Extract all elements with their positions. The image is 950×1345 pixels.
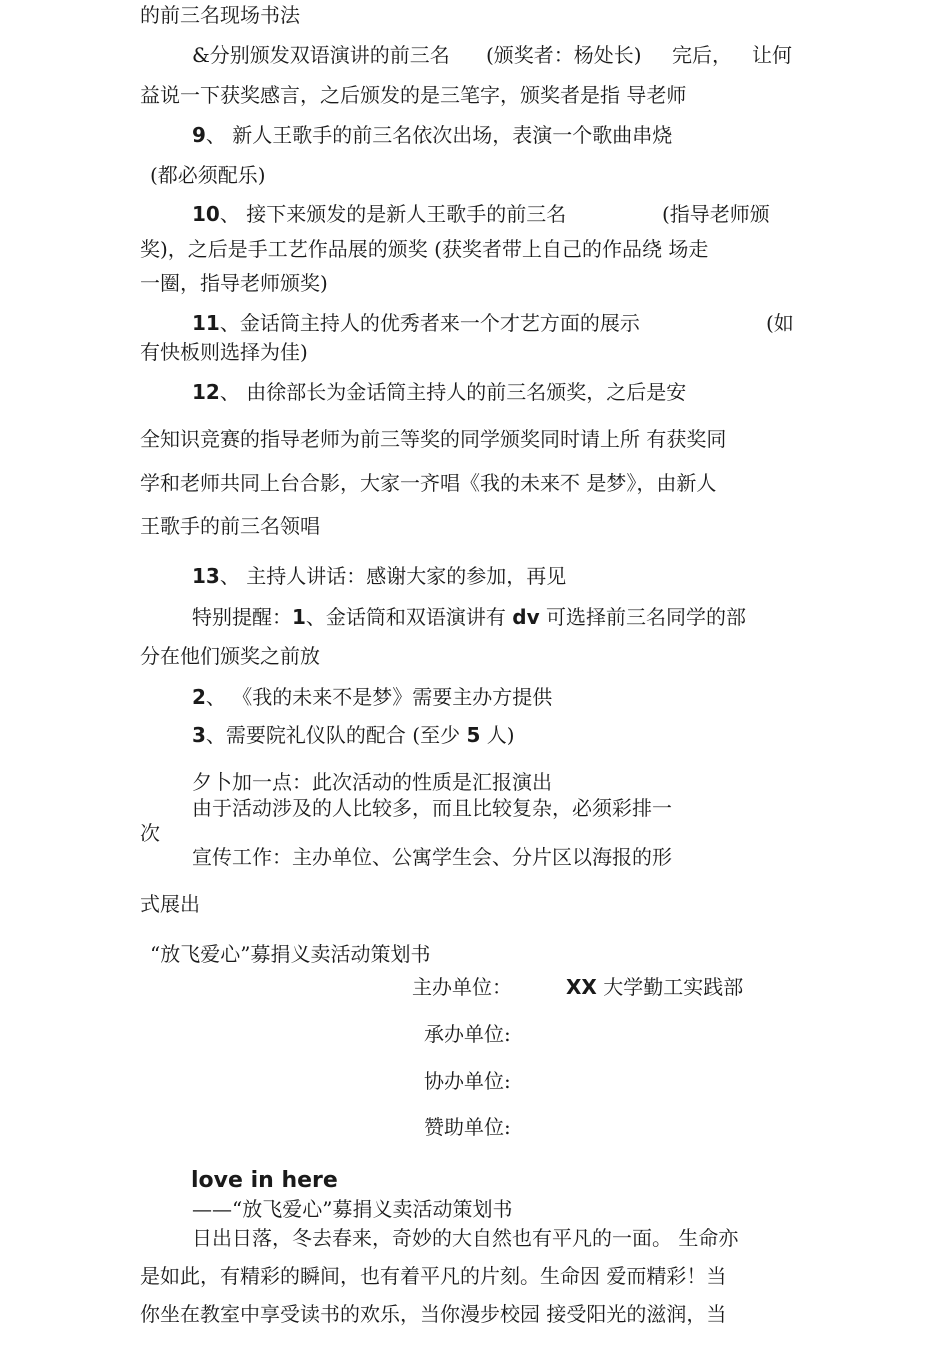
item-text: 、 主持人讲话：感谢大家的参加，再见 (219, 564, 567, 588)
organizer-label: 主办单位： (412, 975, 512, 999)
co-organizer-label: 承办单位: (424, 1022, 511, 1046)
text-line: 有快板则选择为佳) (140, 340, 308, 364)
item-number: 10 (192, 202, 220, 226)
text-line: 学和老师共同上台合影，大家一齐唱《我的未来不 是梦》，由新人 (140, 471, 717, 495)
item-text: dv (512, 605, 540, 629)
item-text: (至少 (412, 723, 461, 747)
organizer-line (412, 974, 743, 1000)
item-number: 1 (292, 605, 306, 629)
item-number: 11 (192, 311, 220, 335)
english-heading: love in here (191, 1168, 338, 1193)
text-line (192, 722, 515, 748)
sponsor-label: 赞助单位: (424, 1115, 511, 1139)
text-line (192, 684, 552, 710)
text-line: (都必须配乐) (150, 163, 266, 187)
item-text: 、 新人王歌手的前三名依次出场，表演一个歌曲串烧 (205, 123, 673, 147)
item-text: 、需要院礼仪队的配合 (205, 723, 406, 747)
text-line: 是如此，有精彩的瞬间，也有着平凡的片刻。生命因 爱而精彩！当 (140, 1264, 727, 1288)
text-line (192, 604, 746, 630)
text-line: 由于活动涉及的人比较多，而且比较复杂，必须彩排一 (192, 796, 672, 820)
text-line: 分在他们颁奖之前放 (140, 644, 320, 668)
item-text: 、 由徐部长为金话筒主持人的前三名颁奖，之后是安 (219, 380, 687, 404)
text-line (192, 310, 640, 336)
text-line: 完后， (672, 43, 732, 67)
organizer-abbr: XX (566, 975, 597, 999)
assisting-organizer-label: 协办单位: (424, 1069, 511, 1093)
text-line: 式展出 (140, 892, 200, 916)
item-number: 9 (192, 123, 206, 147)
text-line: (指导老师颁 (662, 202, 770, 226)
text-line: (颁奖者：杨处长) (486, 43, 642, 67)
text-line: 一圈，指导老师颁奖) (140, 271, 328, 295)
text-line (192, 201, 566, 227)
item-text: 、 接下来颁发的是新人王歌手的前三名 (219, 202, 567, 226)
item-text: 特别提醒： (192, 605, 292, 629)
subtitle: ——“放飞爱心”募捐义卖活动策划书 (192, 1197, 513, 1221)
text-line: 奖)，之后是手工艺作品展的颁奖 (获奖者带上自己的作品绕 场走 (140, 237, 709, 261)
text-line (192, 122, 672, 148)
item-text: 可选择前三名同学的部 (546, 605, 746, 629)
plan-title: “放飞爱心”募捐义卖活动策划书 (150, 942, 431, 966)
item-number: 2 (192, 685, 206, 709)
text-line: 夕卜加一点：此次活动的性质是汇报演出 (192, 770, 552, 794)
text-line: 全知识竞赛的指导老师为前三等奖的同学颁奖同时请上所 有获奖同 (140, 427, 727, 451)
text-line: 王歌手的前三名领唱 (140, 514, 320, 538)
text-line (192, 379, 686, 405)
text-line: 宣传工作：主办单位、公寓学生会、分片区以海报的形 (192, 845, 672, 869)
item-text: 、金话筒主持人的优秀者来一个才艺方面的展示 (219, 311, 640, 335)
text-line: 你坐在教室中享受读书的欢乐，当你漫步校园 接受阳光的滋润，当 (140, 1302, 727, 1326)
text-line: &分别颁发双语演讲的前三名 (192, 43, 450, 67)
text-line: 日出日落，冬去春来，奇妙的大自然也有平凡的一面。 生命亦 (192, 1226, 739, 1250)
item-text: 人) (486, 723, 515, 747)
text-line: (如 (766, 311, 794, 335)
item-number: 12 (192, 380, 220, 404)
item-text: 、金话筒和双语演讲有 (305, 605, 506, 629)
text-line: 让何 (752, 43, 792, 67)
item-text: 、 《我的未来不是梦》需要主办方提供 (205, 685, 553, 709)
item-number: 13 (192, 564, 220, 588)
text-line (192, 563, 566, 589)
text-line: 的前三名现场书法 (140, 3, 300, 27)
item-number: 3 (192, 723, 206, 747)
text-line: 次 (140, 821, 160, 845)
item-number: 5 (466, 723, 481, 747)
text-line: 益说一下获奖感言，之后颁发的是三笔字，颁奖者是指 导老师 (140, 83, 687, 107)
organizer-name: 大学勤工实践部 (603, 975, 744, 999)
